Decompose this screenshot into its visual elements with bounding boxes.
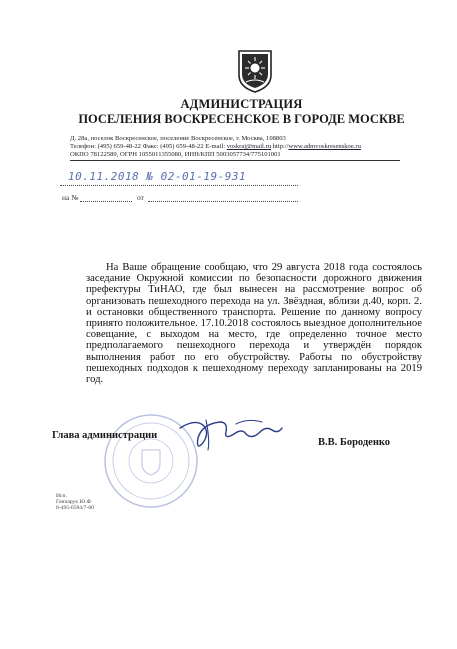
org-name-line1: АДМИНИСТРАЦИЯ bbox=[180, 97, 303, 111]
ref-number-line bbox=[80, 201, 132, 202]
letter-body bbox=[86, 262, 422, 385]
email-link[interactable]: voskraj@mail.ru bbox=[226, 143, 272, 150]
body-paragraph: На Ваше обращение сообщаю, что 29 августа 2018 года состоялось заседание Окружной комиссии по безопасности дорожного движения префектуры ТиНАО, где был вынесен на рассмотрение вопрос об организовать пешеходного перехода на ул. Звёздная, вблизи д.40, корп. 2. и остановки общественного транспорта. Решение по данному вопросу принято положительное. 17.10.2018 состоялось выездное дополнительное совещание, с выходом на место, где определенно точное место предполагаемого пешеходного перехода и утверждён порядок выполнения работ по его обустройству. Работы по обустройству пешеходных подходов к пешеходному переходу запланированы на 2019 год. bbox=[86, 262, 422, 386]
signatory-title: Глава администрации bbox=[52, 430, 158, 441]
registry-line: ОКПО 78122589, ОГРН 1055011355080, ИНН/КПП 5003057734/775101001 bbox=[70, 151, 281, 158]
handwritten-signature bbox=[176, 410, 286, 452]
org-name-line2: ПОСЕЛЕНИЯ ВОСКРЕСЕНСКОЕ В ГОРОДЕ МОСКВЕ bbox=[78, 112, 405, 126]
executor-name: Гончарук Ю.Ф bbox=[56, 499, 92, 506]
ref-number-label: на № bbox=[62, 193, 79, 202]
executor-phone: 8-495-6594/7-00 bbox=[56, 505, 94, 512]
signatory-name: В.В. Бороденко bbox=[318, 437, 391, 448]
phones-prefix: Телефон: (495) 659-48-22 Факс: (495) 659-48-22 E-mail: bbox=[70, 143, 227, 150]
executor-block bbox=[56, 493, 94, 512]
phones-mid: http:// bbox=[271, 143, 289, 150]
date-number-line bbox=[60, 185, 298, 186]
website-link[interactable]: www.admvoskresenskoe.ru bbox=[288, 143, 361, 150]
executor-label: Исп. bbox=[56, 493, 67, 499]
address-line: Д. 28а, поселок Воскресенское, поселение Воскресенское, г. Москва, 108803 bbox=[70, 135, 286, 142]
header-divider bbox=[70, 160, 400, 161]
coat-of-arms-emblem bbox=[237, 49, 273, 93]
ref-date-label: от bbox=[137, 193, 144, 202]
ref-date-line bbox=[148, 201, 298, 202]
handwritten-date-number: 10.11.2018 № 02-01-19-931 bbox=[68, 170, 247, 183]
